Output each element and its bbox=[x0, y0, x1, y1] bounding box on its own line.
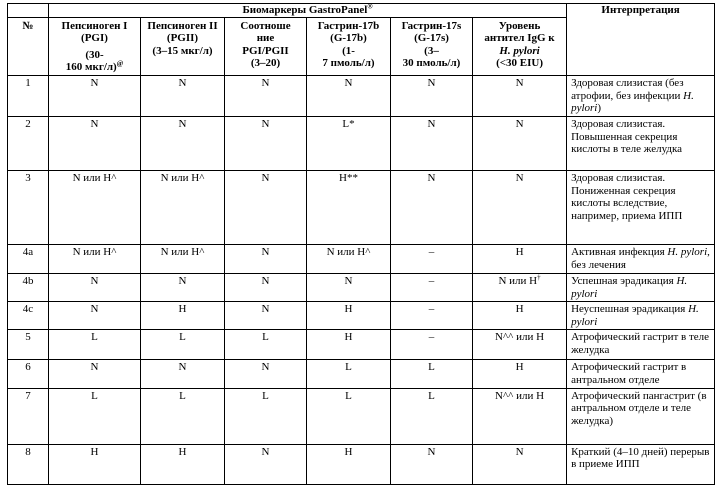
g17b-header-range: (1- 7 пмоль/л) bbox=[322, 44, 375, 70]
igg-header bbox=[473, 17, 567, 75]
g17b-cell: L* bbox=[307, 116, 391, 170]
table-row bbox=[8, 75, 715, 116]
ratio-cell: N bbox=[225, 273, 307, 301]
row-number-cell: 2 bbox=[8, 116, 49, 170]
g17s-header-name: Гастрин-17s bbox=[401, 19, 462, 32]
pgii-cell: L bbox=[141, 330, 225, 360]
g17b-header bbox=[307, 17, 391, 75]
interpretation-cell: Краткий (4–10 дней) перерыв в приеме ИПП bbox=[567, 444, 715, 484]
table-row bbox=[8, 244, 715, 273]
g17s-cell: – bbox=[391, 244, 473, 273]
row-number-cell: 7 bbox=[8, 388, 49, 444]
table-row bbox=[8, 302, 715, 330]
interpretation-header: Интерпретация bbox=[567, 4, 715, 76]
interpretation-cell: Атрофический пангастрит (в антральном отделе и теле желудка) bbox=[567, 388, 715, 444]
igg-cell: N bbox=[473, 170, 567, 244]
pgi-cell: N bbox=[49, 302, 141, 330]
pgii-header-name: Пепсиноген II bbox=[147, 19, 218, 32]
pgi-cell: N или H^ bbox=[49, 170, 141, 244]
ratio-cell: N bbox=[225, 444, 307, 484]
igg-cell: N или H† bbox=[473, 273, 567, 301]
interpretation-cell: Атрофический гастрит в теле желудка bbox=[567, 330, 715, 360]
table-row bbox=[8, 330, 715, 360]
number-header: № bbox=[8, 17, 49, 75]
igg-cell: N bbox=[473, 75, 567, 116]
ratio-header-range: (3–20) bbox=[250, 57, 281, 70]
pgi-cell: N bbox=[49, 116, 141, 170]
pgi-cell: N bbox=[49, 75, 141, 116]
g17s-cell: – bbox=[391, 302, 473, 330]
g17s-cell: – bbox=[391, 330, 473, 360]
pgi-cell: L bbox=[49, 330, 141, 360]
row-number-cell: 3 bbox=[8, 170, 49, 244]
row-number-cell: 4b bbox=[8, 273, 49, 301]
pgii-cell: N или H^ bbox=[141, 244, 225, 273]
pgii-cell: H bbox=[141, 444, 225, 484]
igg-cell: H bbox=[473, 360, 567, 388]
interpretation-cell: Здоровая слизистая (без атрофии, без инфекции H. pylori) bbox=[567, 75, 715, 116]
row-number-cell: 1 bbox=[8, 75, 49, 116]
g17b-cell: N bbox=[307, 273, 391, 301]
ratio-cell: L bbox=[225, 388, 307, 444]
row-number-cell: 5 bbox=[8, 330, 49, 360]
blank-corner-cell bbox=[8, 4, 49, 18]
ratio-cell: N bbox=[225, 360, 307, 388]
g17s-cell: L bbox=[391, 388, 473, 444]
ratio-cell: N bbox=[225, 244, 307, 273]
row-number-cell: 8 bbox=[8, 444, 49, 484]
pgi-cell: L bbox=[49, 388, 141, 444]
pgi-cell: N или H^ bbox=[49, 244, 141, 273]
pgii-cell: H bbox=[141, 302, 225, 330]
g17s-cell: – bbox=[391, 273, 473, 301]
gastropanel-table bbox=[7, 3, 715, 485]
ratio-cell: N bbox=[225, 170, 307, 244]
pgii-header-abbr: (PGII) bbox=[166, 32, 199, 45]
pgii-cell: N bbox=[141, 273, 225, 301]
igg-cell: H bbox=[473, 302, 567, 330]
pgii-header-range: (3–15 мкг/л) bbox=[152, 44, 213, 57]
g17s-header-range: (3– 30 пмоль/л) bbox=[402, 44, 461, 70]
g17b-cell: L bbox=[307, 360, 391, 388]
g17b-header-name: Гастрин-17b bbox=[317, 19, 380, 32]
table-body bbox=[8, 75, 715, 484]
table-row bbox=[8, 116, 715, 170]
g17b-cell: N bbox=[307, 75, 391, 116]
pgi-cell: N bbox=[49, 273, 141, 301]
g17b-cell: L bbox=[307, 388, 391, 444]
g17s-cell: N bbox=[391, 444, 473, 484]
pgii-header bbox=[141, 17, 225, 75]
g17b-cell: N или H^ bbox=[307, 244, 391, 273]
group-header: Биомаркеры GastroPanel® bbox=[49, 4, 567, 18]
interpretation-cell: Атрофический гастрит в антральном отделе bbox=[567, 360, 715, 388]
g17b-cell: H bbox=[307, 302, 391, 330]
g17s-cell: L bbox=[391, 360, 473, 388]
pgi-header-name: Пепсиноген I bbox=[61, 19, 128, 32]
ratio-cell: L bbox=[225, 330, 307, 360]
g17b-cell: H bbox=[307, 444, 391, 484]
ratio-cell: N bbox=[225, 116, 307, 170]
igg-cell: N^^ или H bbox=[473, 330, 567, 360]
pgii-cell: N bbox=[141, 116, 225, 170]
igg-header-range: (<30 EIU) bbox=[496, 57, 543, 70]
table-row bbox=[8, 170, 715, 244]
g17s-cell: N bbox=[391, 170, 473, 244]
table-row bbox=[8, 360, 715, 388]
g17b-cell: H bbox=[307, 330, 391, 360]
ratio-cell: N bbox=[225, 75, 307, 116]
pgi-cell: N bbox=[49, 360, 141, 388]
g17s-cell: N bbox=[391, 116, 473, 170]
row-number-cell: 4a bbox=[8, 244, 49, 273]
ratio-cell: N bbox=[225, 302, 307, 330]
pgii-cell: N или H^ bbox=[141, 170, 225, 244]
igg-cell: H bbox=[473, 244, 567, 273]
g17b-cell: H** bbox=[307, 170, 391, 244]
table-row bbox=[8, 444, 715, 484]
pgi-cell: H bbox=[49, 444, 141, 484]
row-number-cell: 4c bbox=[8, 302, 49, 330]
g17s-header-abbr: (G-17s) bbox=[414, 32, 449, 45]
igg-cell: N bbox=[473, 116, 567, 170]
ratio-header-abbr: PGI/PGII bbox=[242, 44, 289, 57]
pgi-header-range: (30- 160 мкг/л)@ bbox=[65, 48, 124, 74]
row-number-cell: 6 bbox=[8, 360, 49, 388]
interpretation-cell: Неуспешная эрадикация H. pylori bbox=[567, 302, 715, 330]
g17b-header-abbr: (G-17b) bbox=[330, 32, 367, 45]
interpretation-cell: Активная инфекция H. pylori, без лечения bbox=[567, 244, 715, 273]
g17s-cell: N bbox=[391, 75, 473, 116]
pgii-cell: N bbox=[141, 75, 225, 116]
igg-cell: N bbox=[473, 444, 567, 484]
pgi-header bbox=[49, 17, 141, 75]
interpretation-cell: Успешная эрадикация H. pylori bbox=[567, 273, 715, 301]
interpretation-cell: Здоровая слизистая. Пониженная секреция кислоты вследствие, например, приема ИПП bbox=[567, 170, 715, 244]
ratio-header bbox=[225, 17, 307, 75]
pgii-cell: L bbox=[141, 388, 225, 444]
pgi-header-abbr: (PGI) bbox=[81, 32, 108, 45]
table-row bbox=[8, 388, 715, 444]
table-row bbox=[8, 273, 715, 301]
ratio-header-name: Соотноше ние bbox=[240, 19, 291, 45]
igg-header-name: Уровень антител IgG к H. pylori bbox=[484, 19, 555, 57]
pgii-cell: N bbox=[141, 360, 225, 388]
igg-cell: N^^ или H bbox=[473, 388, 567, 444]
g17s-header bbox=[391, 17, 473, 75]
interpretation-cell: Здоровая слизистая. Повышенная секреция кислоты в теле желудка bbox=[567, 116, 715, 170]
